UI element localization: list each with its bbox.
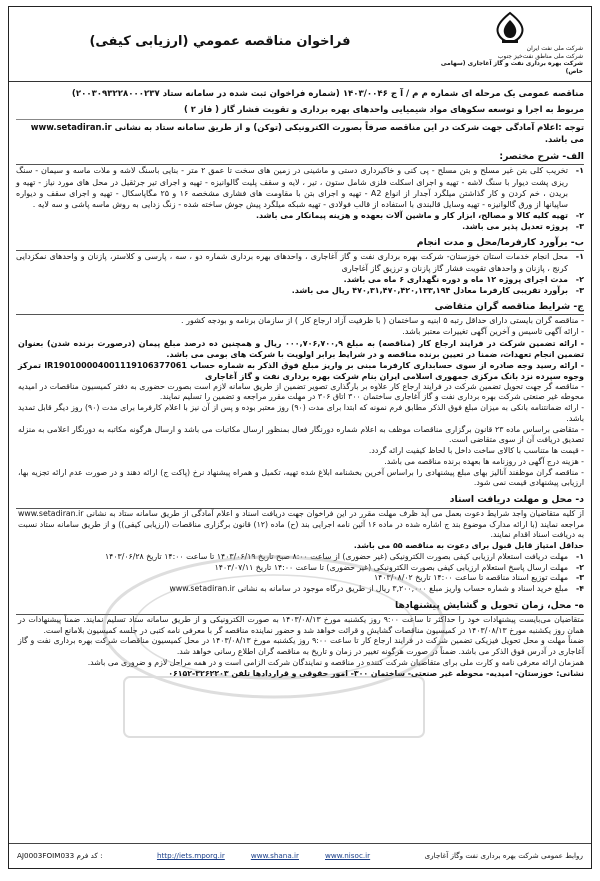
item-number: ۱- (575, 551, 584, 561)
section-be-heading: ب- برآورد کارفرما/محل و مدت انجام (16, 235, 584, 252)
page-header (9, 7, 591, 82)
list-item (16, 165, 584, 209)
list-item (16, 552, 584, 563)
item-text: مدت اجرای پروژه ۱۲ ماه و دوره نگهداری ۶ ماه می باشد. (343, 274, 568, 284)
item-text: پروژه تعدیل پذیر می باشد. (462, 221, 568, 231)
list-item (16, 584, 584, 595)
list-item (16, 221, 584, 232)
item-text: تهیه کلیه کالا و مصالح، ابزار کار و ماشین آلات بعهده و هزینه پیمانکار می باشد. (255, 210, 568, 220)
item-number: ۴- (575, 584, 584, 594)
list-item (16, 285, 584, 296)
submission-paragraph: ضمناً مهلت و محل تحویل فیزیکی تضمین شرکت در فرایند ارجاع کار تا ساعت ۹:۰۰ روز یکشنبه مورخ ۱۴۰۳/۰۸/۱۳ در محل کمیسیون مناقصات شرکت بهره برداری نفت و گاز آغاجاری در آدرس فوق الذکر می باشد. ضمناً در صورت هرگونه تغییر در زمان و تاریخ به مناقصه گران اطلاع رسانی خواهد شد. (18, 636, 584, 657)
min-score-line: حداقل امتیاز قابل قبول برای دعوت به مناقصه ۵۵ می باشد. (353, 541, 584, 551)
notice-line: توجه :اعلام آمادگی جهت شرکت در این مناقصه صرفاً بصورت الکترونیکی (توکن) و از طریق سامانه ستاد به نشانی www.setadiran.ir می باشد. (16, 119, 584, 145)
footer-link-shana[interactable]: www.shana.ir (250, 851, 299, 861)
section-he-heading: ه- محل، زمان تحویل و گشایش پیشنهادها (16, 598, 584, 615)
item-text: محل انجام خدمات استان خوزستان- شرکت بهره برداری نفت و گاز آغاجاری ، واحدهای بهره برداری شماره دو ، سه ، پارسی و کلاستر، پازنان و واحدهای نمکزدایی کرنج ، پازنان و واحدهای تقویت فشار گاز پازنان و ترزیق گاز آغاجاری (16, 252, 568, 273)
condition-item: - مناقصه گران موظفند آنالیز بهای مبلغ پیشنهادی را براساس آخرین بخشنامه ابلاغ شده تهیه، تکمیل و همراه پیشنهاد نرخ (پاکت ج) ارائه دهند و در صورت عدم ارائه تجزیه بها، ارزیابی پیشنهادی قیمت نمی شود. (18, 467, 584, 488)
page-title: فراخوان مناقصه عمومي (ارزیابی کیفی) (89, 34, 351, 49)
document-body (9, 82, 591, 679)
list-item (16, 210, 584, 221)
item-number: ۳- (575, 285, 584, 295)
condition-item: - ارائه ضمانتنامه بانکی به میزان مبلغ فوق الذکر مطابق فرم نمونه که ابتدا برای مدت (۹۰) روز معتبر بوده و پس از آن نیز با اعلام کارفرما برای مدت (۹۰) روز دیگر قابل تمدید باشد. (18, 403, 585, 423)
nioc-logo-icon (488, 11, 532, 45)
footer-links (157, 851, 370, 861)
item-number: ۲- (575, 562, 584, 572)
item-number: ۲- (575, 274, 584, 284)
item-text: مهلت توزیع اسناد مناقصه تا ساعت ۱۴:۰۰ تاریخ ۱۴۰۳/۰۸/۰۲ (373, 573, 568, 583)
submission-paragraph: متقاضیان می‌بایست پیشنهادات خود را حداکثر تا ساعت ۹:۰۰ روز یکشنبه مورخ ۱۴۰۳/۰۸/۱۳ به صورت الکترونیکی و از طریق سامانه ستاد تسلیم نمایند. ضمناً پیشنهادات در همان روز یکشنبه مورخ ۱۴۰۳/۰۸/۱۳ در کمیسیون مناقصات گشایش و قرائت خواهد شد و حضور نماینده مناقصه گر با معرفی نامه کتبی در جلسه کمیسیون بلامانع است. (18, 614, 584, 635)
footer-relations: روابط عمومی شرکت بهره برداری نفت وگاز آغاجاری (424, 851, 583, 861)
list-item (16, 573, 584, 584)
form-code: AJ0003FOIM033 (17, 851, 75, 861)
condition-item: - ارائه رسید وجه صادره از سوی حسابداری کارفرما مبنی بر واریز مبلغ فوق الذکر به شماره حساب IR190100004001119106377061 تمرکز وجوه سپرده نزد بانک مرکزی جمهوری اسلامی ایران بنام شرکت بهره برداری نفت و گاز آغاجاری (18, 360, 584, 381)
item-text: مبلغ خرید اسناد و شماره حساب واریز مبلغ ۳,۲۰۰,۰۰۰ ریال از طریق درگاه موجود در سامانه به نشانی www.setadiran.ir (169, 584, 568, 594)
item-text: برآورد تقریبی کارفرما معادل ۴۷۰,۳۱,۴۷۰,۴۲۰,۱۳۳,۱۹۴ ریال می باشد. (291, 285, 568, 295)
org-line-2: شرکت ملی مناطق نفت‌خیز جنوب (497, 52, 583, 60)
section-jim-heading: ج- شرایط مناقصه گران متقاضی (16, 299, 584, 316)
condition-item: - هزینه درج آگهی در روزنامه ها بعهده برنده مناقصه می باشد. (384, 456, 584, 466)
condition-item: - مناقصه گران بایستی دارای حداقل رتبه ۵ ابنیه و ساختمان ( با ظرفیت آزاد ارجاع کار ) از سازمان برنامه و بودجه کشور . (181, 316, 584, 326)
page-footer (9, 843, 591, 868)
section-dal-heading: د- محل و مهلت دریافت اسناد (16, 492, 584, 509)
list-item (16, 563, 584, 574)
logo-block (435, 11, 585, 75)
documents-paragraph: از کلیه متقاضیان واجد شرایط دعوت بعمل می آید ظرف مهلت مقرر در این فراخوان جهت دریافت اسناد و اعلام آمادگی از طریق سامانه ستاد به نشانی www.setadiran.ir مراجعه نمایند (با ارائه مدارک موضوع بند ج اشاره شده در ماده ۱۶ آئین نامه اجرایی بند (ح) ماده (۱۲) قانون برگزاری مناقصات (ارزیابی کیفی)) و از طریق سامانه ستاد نسبت به دریافت اسناد اقدام نمایند. (18, 508, 584, 540)
item-number: ۳- (575, 573, 584, 583)
form-code-block (17, 851, 103, 861)
tender-notice-page (8, 6, 592, 869)
item-number: ۱- (575, 166, 584, 176)
item-number: ۱- (575, 252, 584, 262)
tender-main-title: مناقصه عمومی یک مرحله ای شماره م م / آ ج ۱۴۰۳/۰۰۴۶ (شماره فراخوان ثبت شده در سامانه ستاد ۲۰۰۳۰۹۳۲۲۸۰۰۰۲۳۷) (71, 89, 584, 99)
section-alef-heading: الف- شرح مختصر: (16, 149, 584, 166)
item-text: مهلت ارسال پاسخ استعلام ارزیابی کیفی بصورت الکترونیکی (غیر حضوری) تا ساعت ۱۴:۰۰ تاریخ ۱۴۰۳/۰۷/۱۱ (214, 562, 568, 572)
list-item (16, 251, 584, 273)
item-text: مهلت دریافت استعلام ارزیابی کیفی بصورت الکترونیکی (غیر حضوری) از ساعت ۸:۰۰ صبح تاریخ ۱۴۰۳/۰۶/۱۹ تا ساعت ۱۴:۰۰ تاریخ ۱۴۰۳/۰۶/۲۸ (104, 551, 568, 561)
tender-subtitle: مربوط به اجرا و توسعه سکوهای مواد شیمیایی واحدهای بهره برداری و تقویت فشار گاز ( فاز ۲ ) (184, 103, 584, 114)
item-text: تخریب کلی بتن غیر مسلح و بتن مسلح - پی کنی و خاکبرداری دستی و ماشینی در زمین های سخت تا عمق ۲ متر - بنایی باسنگ لاشه و ملات ماسه و سیمان - سنگ ریزی پشت دیوار با سنگ لاشه - تهیه و اجرای اسکلت فلزی شامل ستون ، تیر ، لایه و سقف پلیت گالوانیزه - تهیه و اجرای تیر جرثقیل در محل های مورد نیاز - تهیه و بریدن ، خم کردن و کار گذاشتن میلگرد آجدار از انواع A2 - تهیه و اجرای بتن با مقاومت های فشاری مشخصه ۱۶ و ۲۵ مگاپاسکال - تهیه و اجرای سقف و دیواره ساپیانها از ورق گالوانیزه - تهیه وسایل قالبندی با استفاده از قالب فولادی - تهیه شبکه میلگرد پیش جوش ساخته شده - زنگ زدایی به روش ماسه پاشی و سه لایه . (16, 166, 569, 209)
form-code-label: کد فرم : (76, 851, 103, 861)
org-line-1: شرکت ملی نفت ایران (526, 45, 583, 52)
list-item (16, 274, 584, 285)
footer-link-iets[interactable]: http://iets.mporg.ir (156, 851, 225, 861)
condition-item: - مناقصه گر جهت تحویل تضمین شرکت در فرایند ارجاع کار علاوه بر بارگذاری تصویر تضمین از طریق سامانه لازم است بصورت حضوری به دفتر کمیسیون مناقصات در امیدیه محوطه غیر صنعتی شرکت بهره برداری نفت و گاز آغاجاری ساختمان ۳۰۰ اتاق ۳۰۶ در مهلت مقرر مراجعه و تضمین را تسلیم نمایند. (18, 381, 584, 402)
address-line: نشانی: خوزستان- امیدیه- محوطه غیر صنعتی- ساختمان ۳۰۰- امور حقوقی و قراردادها تلفن ۳۲۶۲۲۰۳-۰۶۱۵۲ (168, 668, 584, 678)
item-number: ۳- (575, 221, 584, 231)
item-number: ۲- (575, 210, 584, 220)
submission-paragraph: همزمان ارائه معرفی نامه و کارت ملی برای متقاضیان شرکت کننده در مناقصه و نمایندگان شرکت الزامی است و در همه مراحل لازم و ضروری می باشد. (87, 657, 584, 667)
condition-item: - ارائه آگهی تاسیس و آخرین آگهی تغییرات معتبر باشد. (402, 327, 584, 337)
condition-item: - ارائه تضمین شرکت در فرایند ارجاع کار (مناقصه) به مبلغ ۰۰۰,۷۰۶,۷۰۰,۹ ریال و همچنین ده درصد مبلغ پیمان (درصورت برنده شدن) بعنوان تضمین انجام تعهدات، ضمنا در تعیین برنده مناقصه و در شرایط برابر اولویت با شرکت های بومی می باشد. (18, 338, 584, 359)
condition-item: - قیمت ها متناسب با کالای ساخت داخل با لحاظ کیفیت ارائه گردد. (368, 446, 584, 456)
condition-item: - متقاضی براساس ماده ۲۳ قانون برگزاری مناقصات موظف به اعلام شماره دورنگار فعال بمنظور ارسال مکاتبات می باشد و ارسال هرگونه مکاتبه به دورنگار اعلامی به منزله تصدیق دریافت آن از سوی متقاضی است. (18, 424, 584, 445)
org-line-3: شرکت بهره برداری نفت و گاز آغاجاری (سهامی خاص) (440, 60, 583, 75)
footer-link-nisoc[interactable]: www.nisoc.ir (324, 851, 371, 861)
